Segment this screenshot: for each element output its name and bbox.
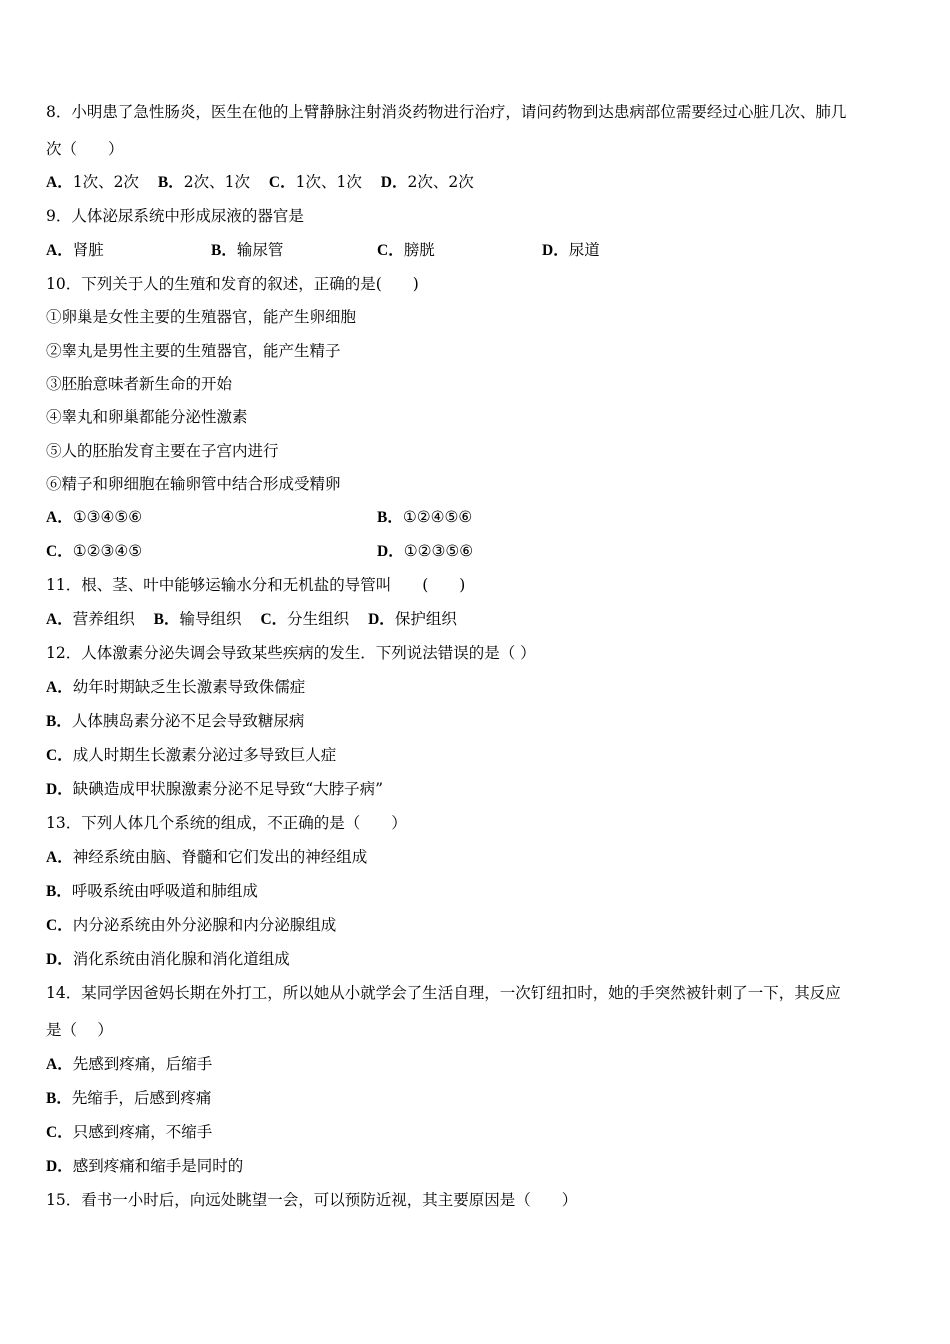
option-a: A．先感到疼痛，后缩手 xyxy=(46,1055,213,1073)
option-c: C．①②③④⑤ xyxy=(46,542,143,560)
statement-1: ①卵巢是女性主要的生殖器官，能产生卵细胞 xyxy=(46,308,357,326)
option-b: B．人体胰岛素分泌不足会导致糖尿病 xyxy=(46,712,305,730)
option-d: D．感到疼痛和缩手是同时的 xyxy=(46,1157,244,1175)
option-b: B．输尿管 xyxy=(211,241,284,259)
option-b: B．先缩手，后感到疼痛 xyxy=(46,1089,212,1107)
question-14-stem-cont: 是（ ） xyxy=(46,1021,113,1039)
option-b: B．①②④⑤⑥ xyxy=(377,508,473,526)
question-15-stem: 15．看书一小时后，向远处眺望一会，可以预防近视，其主要原因是（ ） xyxy=(46,1191,578,1209)
option-c: C．膀胱 xyxy=(377,241,435,259)
option-a: A．神经系统由脑、脊髓和它们发出的神经组成 xyxy=(46,848,368,866)
question-8-stem-cont: 次（ ） xyxy=(46,140,124,158)
option-c: C．只感到疼痛，不缩手 xyxy=(46,1123,213,1141)
question-11-stem: 11．根、茎、叶中能够运输水分和无机盐的导管叫 ( ) xyxy=(46,576,466,594)
statement-2: ②睾丸是男性主要的生殖器官，能产生精子 xyxy=(46,342,341,360)
option-c: C．内分泌系统由外分泌腺和内分泌腺组成 xyxy=(46,916,337,934)
option-d: D．缺碘造成甲状腺激素分泌不足导致“大脖子病” xyxy=(46,780,384,798)
question-8-options xyxy=(46,172,474,193)
option-a: A．①③④⑤⑥ xyxy=(46,508,143,526)
option-d: D．尿道 xyxy=(542,241,600,259)
question-11-options xyxy=(46,609,457,630)
statement-6: ⑥精子和卵细胞在输卵管中结合形成受精卵 xyxy=(46,475,341,493)
option-b: B．2次、1次 xyxy=(157,173,250,191)
option-a: A．营养组织 xyxy=(46,610,135,628)
statement-5: ⑤人的胚胎发育主要在子宫内进行 xyxy=(46,442,279,460)
option-c: C．分生组织 xyxy=(260,610,350,628)
question-12-stem: 12．人体激素分泌失调会导致某些疾病的发生．下列说法错误的是（ ） xyxy=(46,644,536,662)
option-c: C．1次、1次 xyxy=(268,173,362,191)
option-b: B．输导组织 xyxy=(153,610,242,628)
option-b: B．呼吸系统由呼吸道和肺组成 xyxy=(46,882,258,900)
question-13-stem: 13．下列人体几个系统的组成，不正确的是（ ） xyxy=(46,814,407,832)
option-c: C．成人时期生长激素分泌过多导致巨人症 xyxy=(46,746,337,764)
question-10-stem: 10．下列关于人的生殖和发育的叙述，正确的是( ) xyxy=(46,275,419,293)
option-d: D．保护组织 xyxy=(368,610,457,628)
option-a: A．幼年时期缺乏生长激素导致侏儒症 xyxy=(46,678,306,696)
option-d: D．①②③⑤⑥ xyxy=(377,542,474,560)
statement-4: ④睾丸和卵巢都能分泌性激素 xyxy=(46,408,248,426)
question-8-stem: 8．小明患了急性肠炎，医生在他的上臂静脉注射消炎药物进行治疗，请问药物到达患病部位需要经过心脏几次、肺几 xyxy=(46,103,847,121)
option-d: D．消化系统由消化腺和消化道组成 xyxy=(46,950,290,968)
question-9-stem: 9．人体泌尿系统中形成尿液的器官是 xyxy=(46,207,304,225)
option-a: A．1次、2次 xyxy=(46,173,139,191)
statement-3: ③胚胎意味者新生命的开始 xyxy=(46,375,233,393)
option-a: A．肾脏 xyxy=(46,241,104,259)
question-14-stem: 14．某同学因爸妈长期在外打工，所以她从小就学会了生活自理，一次钉纽扣时，她的手突然被针刺了一下，其反应 xyxy=(46,984,841,1002)
option-d: D．2次、2次 xyxy=(380,173,474,191)
